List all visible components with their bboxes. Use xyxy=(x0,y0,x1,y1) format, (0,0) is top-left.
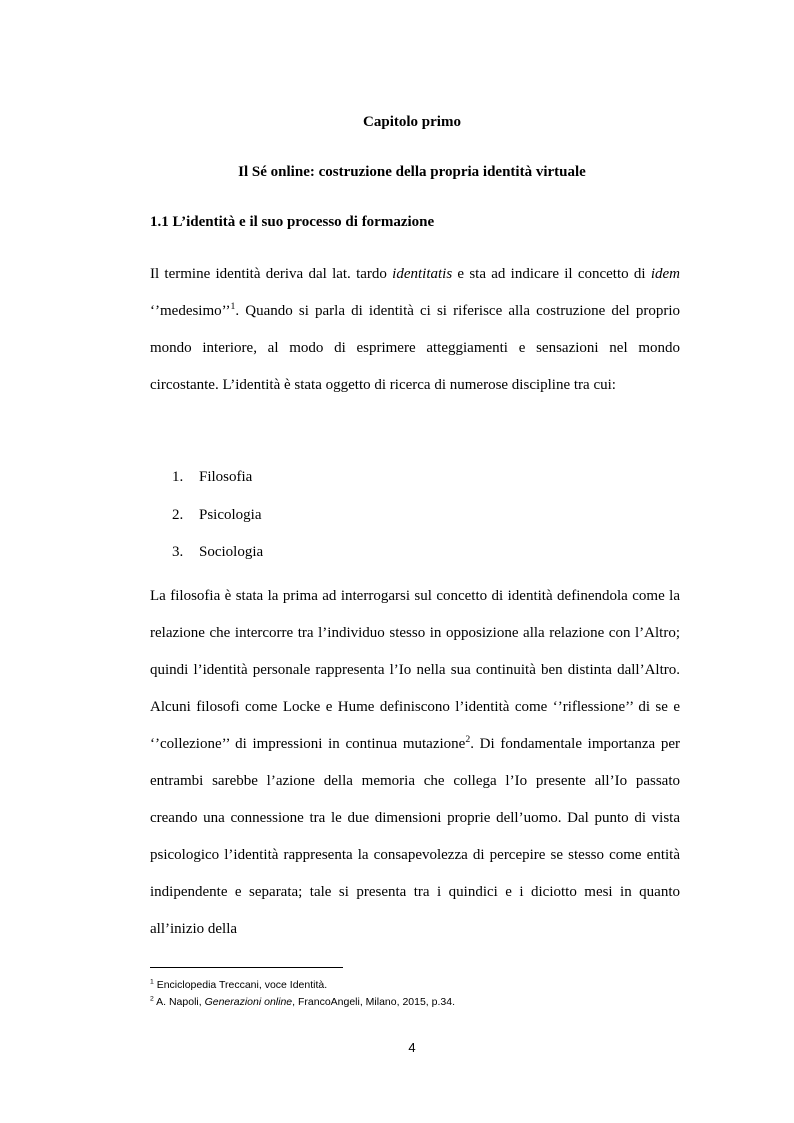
footnote-number: 1 xyxy=(150,978,154,986)
footnote-reference: 2 xyxy=(465,734,471,745)
paragraph-text: . Di fondamentale importanza per entrambi sarebbe l’azione della memoria che collega l’Io presente all’Io passato creando una connessione tra le due dimensioni proprie dell’uomo. Dal punto di vista psicologico l’identità rappresenta la consapevolezza di percepire se stesso come entità indipendente e separata; tale si presenta tra i quindici e i diciotto mesi in quanto all’inizio della xyxy=(150,736,680,937)
paragraph-text: e sta ad indicare il concetto di xyxy=(452,266,651,282)
disciplines-list xyxy=(172,459,263,572)
section-heading: 1.1 L’identità e il suo processo di formazione xyxy=(150,214,435,230)
paragraph-text: ‘’medesimo’’ xyxy=(150,303,231,319)
list-item xyxy=(172,497,263,535)
footnote-text: , FrancoAngeli, Milano, 2015, p.34. xyxy=(292,996,455,1008)
list-number: 1. xyxy=(172,469,184,485)
chapter-title: Capitolo primo xyxy=(363,114,461,130)
list-number: 2. xyxy=(172,506,184,523)
footnote-2 xyxy=(150,994,455,1011)
list-item xyxy=(172,534,263,572)
list-label: Sociologia xyxy=(199,544,264,560)
chapter-subtitle: Il Sé online: costruzione della propria identità virtuale xyxy=(238,164,586,180)
page-number: 4 xyxy=(408,1040,416,1055)
footnote-divider xyxy=(150,967,343,968)
footnote-number: 2 xyxy=(150,995,154,1003)
paragraph-italic-term: identitatis xyxy=(392,266,453,282)
list-label: Filosofia xyxy=(199,469,253,485)
list-number: 3. xyxy=(172,544,184,560)
paragraph-text: La filosofia è stata la prima ad interrogarsi sul concetto di identità definendola come la relazione che intercorre tra l’individuo stesso in opposizione alla relazione con l’Altro; quindi l’identità personale rappresenta l’Io nella sua continuità ben distinta dall’Altro. Alcuni filosofi come Locke e Hume definiscono l’identità come ‘’riflessione’’ di se e ‘’collezione’’ di impressioni in continua mutazione xyxy=(150,588,680,752)
footnote-1 xyxy=(150,977,455,994)
paragraph-text: . Quando si parla di identità ci si riferisce alla costruzione del proprio mondo interiore, al modo di esprimere atteggiamenti e sensazioni nel mondo circostante. L’identità è stata oggetto di ricerca di numerose discipline tra cui: xyxy=(150,303,680,393)
body-paragraph-1 xyxy=(150,256,680,404)
footnote-text: A. Napoli, xyxy=(153,996,205,1008)
paragraph-text: Il termine identità deriva dal lat. tardo xyxy=(150,266,393,282)
footnotes xyxy=(150,977,455,1011)
body-paragraph-2 xyxy=(150,578,680,948)
paragraph-italic-term: idem xyxy=(650,266,681,282)
footnote-text: Enciclopedia Treccani, voce Identità. xyxy=(153,979,328,991)
list-item xyxy=(172,459,263,497)
list-label: Psicologia xyxy=(199,506,262,523)
footnote-italic-title: Generazioni online xyxy=(204,996,293,1008)
footnote-reference: 1 xyxy=(230,301,236,312)
